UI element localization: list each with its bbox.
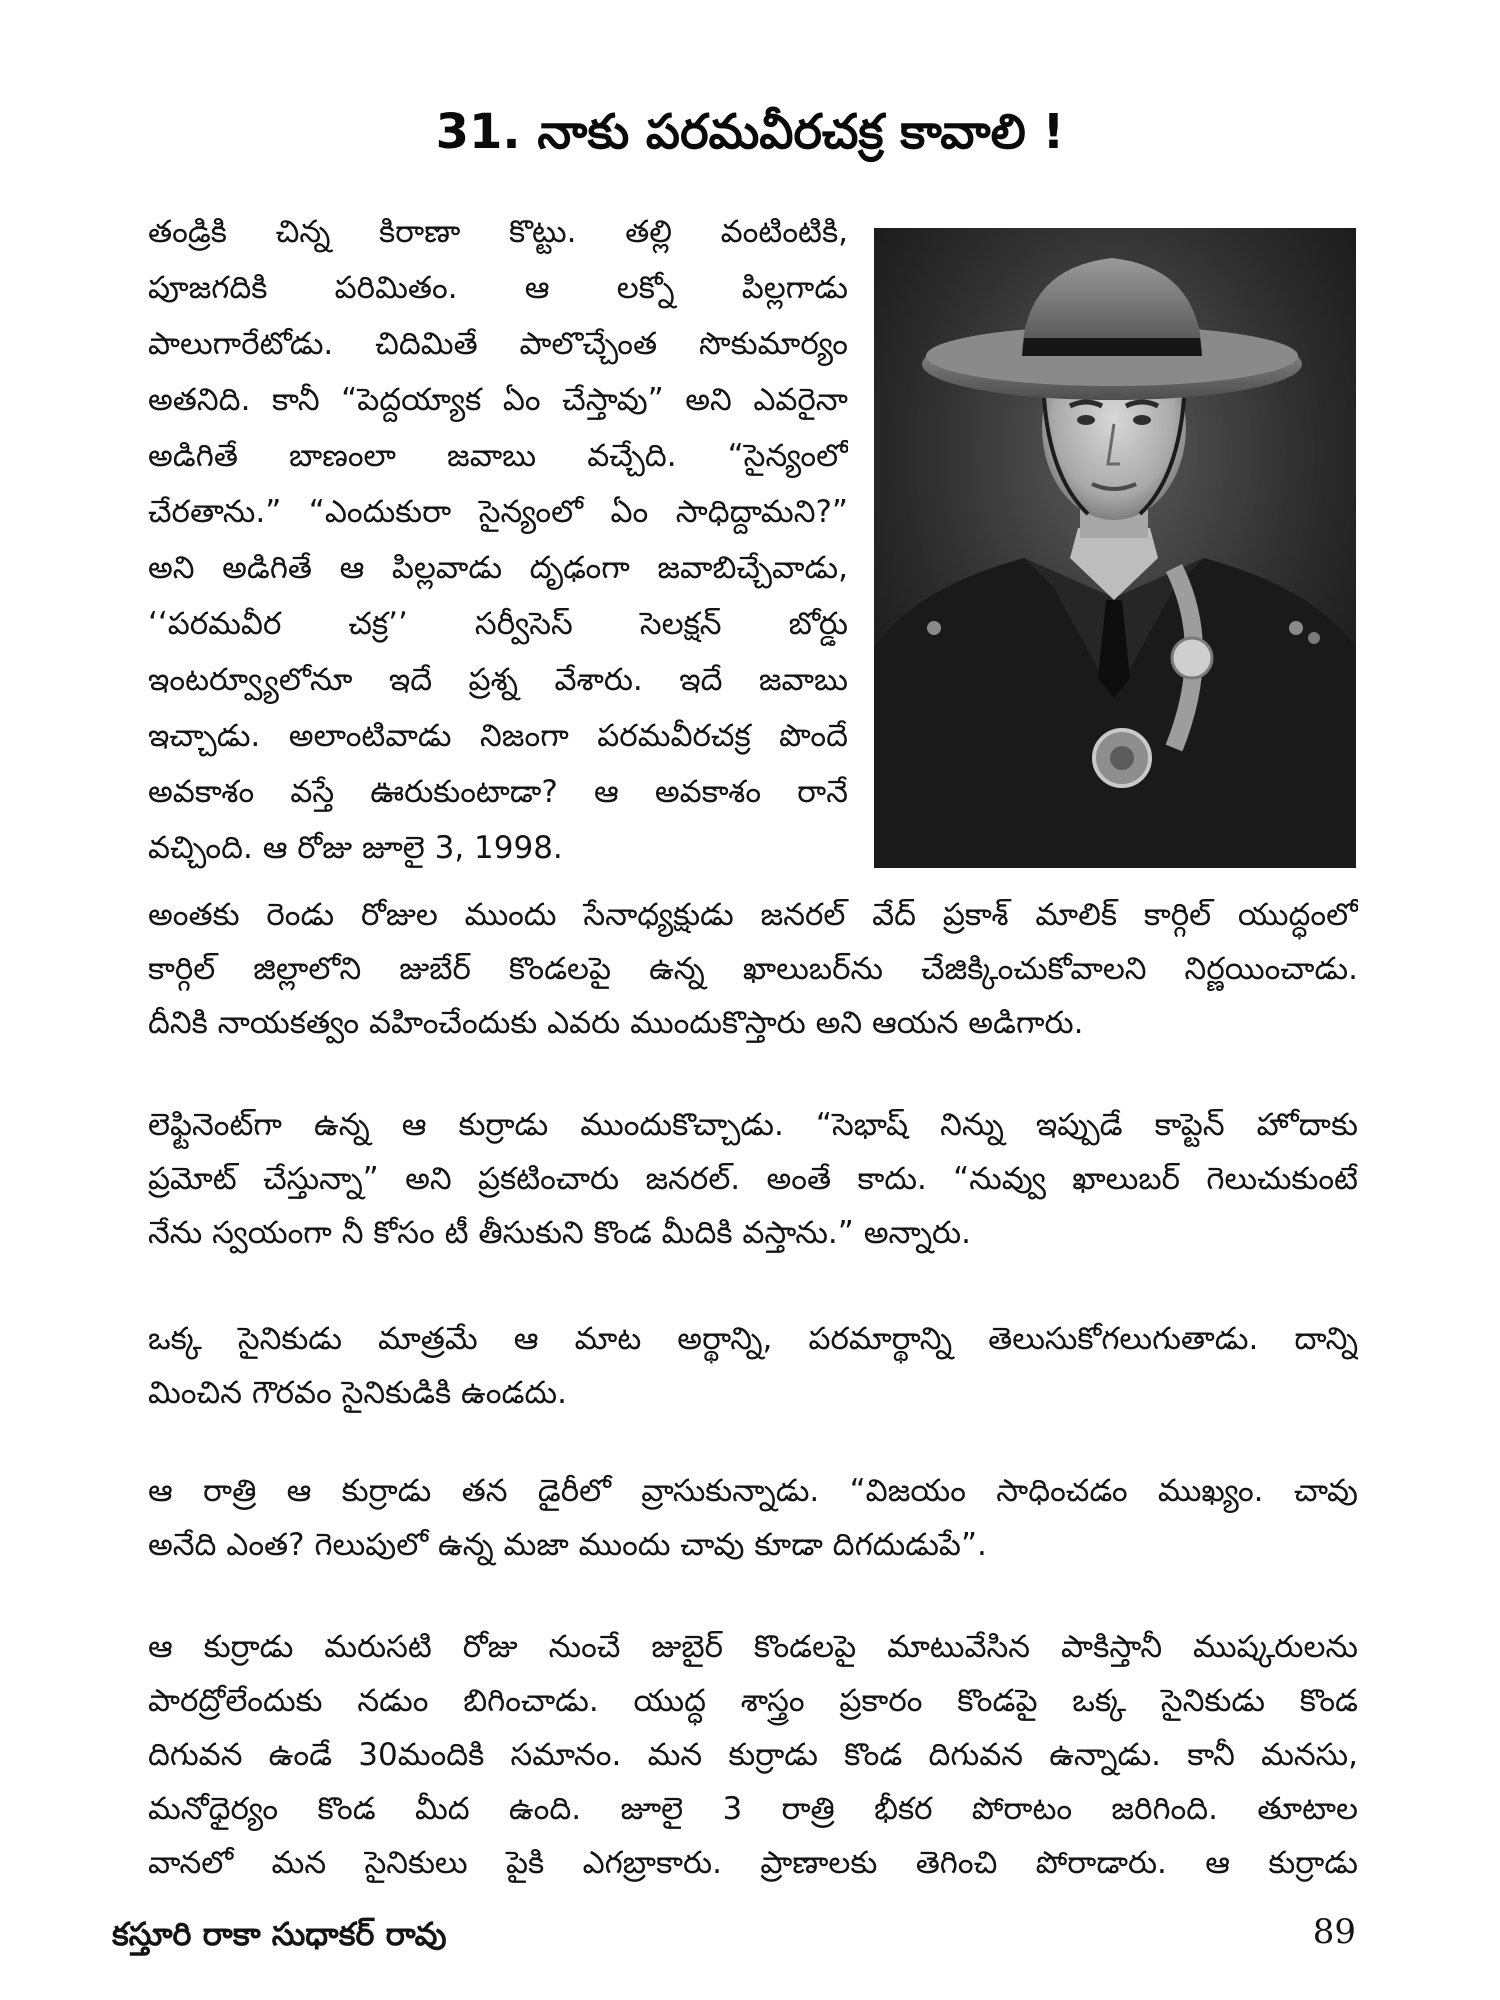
body-paragraph	[148, 1464, 1358, 1572]
text-line: ఇచ్చాడు. అలాంటివాడు నిజంగా పరమవీరచక్ర పొందే	[148, 718, 848, 754]
text-line: పూజగదికి పరిమితం. ఆ లక్నో పిల్లగాడు	[148, 270, 848, 306]
text-line: చేరతాను.” “ఎందుకురా సైన్యంలో ఏం సాధిద్దామని?”	[148, 494, 848, 530]
text-line: మనోధైర్యం కొండ మీద ఉంది. జూలై 3 రాత్రి భీకర పోరాటం జరిగింది. తూటాల	[148, 1791, 1358, 1827]
soldier-portrait-photo	[874, 228, 1356, 868]
body-paragraph	[148, 1098, 1358, 1260]
text-line: వానలో మన సైనికులు పైకి ఎగబ్రాకారు. ప్రాణాలకు తెగించి పోరాడారు. ఆ కుర్రాడు	[148, 1845, 1358, 1881]
text-line: అవకాశం వస్తే ఊరుకుంటాడా? ఆ అవకాశం రానే	[148, 774, 848, 810]
body-paragraph	[148, 1620, 1358, 1890]
text-line: ‘‘పరమవీర చక్ర’’ సర్వీసెస్ సెలక్షన్ బోర్డు	[148, 606, 848, 642]
text-line: తండ్రికి చిన్న కిరాణా కొట్టు. తల్లి వంటింటికి,	[148, 214, 848, 250]
text-line: అంతకు రెండు రోజుల ముందు సేనాధ్యక్షుడు జనరల్ వేద్ ప్రకాశ్ మాలిక్ కార్గిల్ యుద్ధంలో	[148, 897, 1358, 933]
text-line: అతనిది. కానీ “పెద్దయ్యాక ఏం చేస్తావు” అని ఎవరైనా	[148, 382, 848, 418]
text-line: దీనికి నాయకత్వం వహించేందుకు ఎవరు ముందుకొస్తారు అని ఆయన అడిగారు.	[148, 1005, 1084, 1041]
intro-paragraph	[148, 204, 848, 876]
body-paragraph	[148, 1312, 1358, 1420]
text-line: ఆ రాత్రి ఆ కుర్రాడు తన డైరీలో వ్రాసుకున్నాడు. “విజయం సాధించడం ముఖ్యం. చావు	[148, 1473, 1358, 1509]
text-line: ఒక్క సైనికుడు మాత్రమే ఆ మాట అర్థాన్ని, పరమార్థాన్ని తెలుసుకోగలుగుతాడు. దాన్ని	[148, 1321, 1358, 1357]
page-number: 89	[1312, 1912, 1356, 1952]
text-line: అని అడిగితే ఆ పిల్లవాడు దృఢంగా జవాబిచ్చేవాడు,	[148, 550, 848, 586]
footer-author: కస్తూరి రాకా సుధాకర్ రావు	[112, 1915, 447, 1953]
chapter-title: 31. నాకు పరమవీరచక్ర కావాలి !	[435, 104, 1065, 160]
body-paragraph	[148, 888, 1358, 1050]
text-line: పాలుగారేటోడు. చిదిమితే పాలొచ్చేంత సొకుమార్యం	[148, 326, 848, 362]
text-line: ప్రమోట్ చేస్తున్నా” అని ప్రకటించారు జనరల్. అంతే కాదు. “నువ్వు ఖాలుబర్ గెలుచుకుంటే	[148, 1161, 1358, 1197]
text-line: ఆ కుర్రాడు మరుసటి రోజు నుంచే జుబైర్ కొండలపై మాటువేసిన పాకిస్తానీ ముష్కరులను	[148, 1629, 1358, 1665]
text-line: నేను స్వయంగా నీ కోసం టీ తీసుకుని కొండ మీదికి వస్తాను.” అన్నారు.	[148, 1215, 972, 1251]
text-line: మించిన గౌరవం సైనికుడికి ఉండదు.	[148, 1375, 567, 1411]
text-line: లెఫ్టినెంట్‌గా ఉన్న ఆ కుర్రాడు ముందుకొచ్చాడు. “సెభాష్ నిన్ను ఇప్పుడే కాప్టెన్ హోదాకు	[148, 1107, 1358, 1143]
text-line: అడిగితే బాణంలా జవాబు వచ్చేది. “సైన్యంలో	[148, 438, 848, 474]
text-line: దిగువన ఉండే 30మందికి సమానం. మన కుర్రాడు కొండ దిగువన ఉన్నాడు. కానీ మనసు,	[148, 1737, 1358, 1773]
text-line: కార్గిల్ జిల్లాలోని జుబేర్ కొండలపై ఉన్న ఖాలుబర్‌ను చేజిక్కించుకోవాలని నిర్ణయించాడు.	[148, 951, 1358, 987]
text-line: ఇంటర్వ్యూలోనూ ఇదే ప్రశ్న వేశారు. ఇదే జవాబు	[148, 662, 848, 698]
text-line: అనేది ఎంత? గెలుపులో ఉన్న మజా ముందు చావు కూడా దిగదుడుపే”.	[148, 1527, 987, 1563]
text-line: పారద్రోలేందుకు నడుం బిగించాడు. యుద్ధ శాస్త్రం ప్రకారం కొండపై ఒక్క సైనికుడు కొండ	[148, 1683, 1358, 1719]
text-line: వచ్చింది. ఆ రోజు జూలై 3, 1998.	[148, 830, 563, 866]
